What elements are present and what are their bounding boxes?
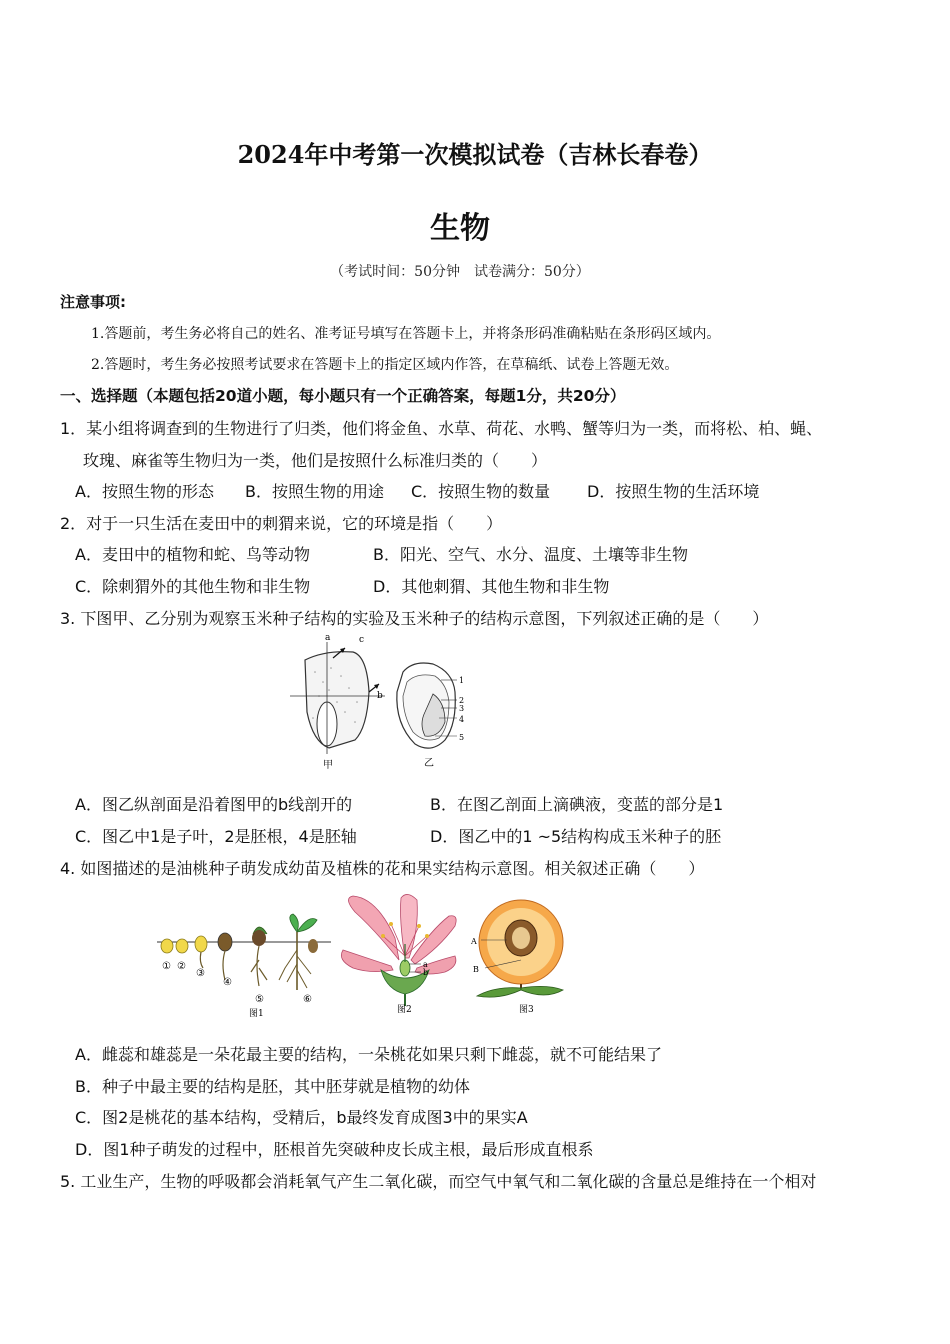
mark-a: a bbox=[325, 633, 331, 643]
germination-fig1 bbox=[157, 914, 331, 1019]
mark-5: 5 bbox=[459, 733, 465, 742]
q2-option-d: D．其他刺猬、其他生物和非生物 bbox=[373, 577, 610, 596]
q1-option-d: D．按照生物的生活环境 bbox=[587, 482, 760, 501]
peach-figure bbox=[155, 890, 575, 1020]
q4-option-a: A．雌蕊和雄蕊是一朵花最主要的结构，一朵桃花如果只剩下雌蕊，就不可能结果了 bbox=[75, 1045, 662, 1064]
q2-option-c: C．除刺猬外的其他生物和非生物 bbox=[75, 577, 311, 596]
corn-seed-yi bbox=[397, 663, 464, 769]
mark-A3: A bbox=[471, 937, 477, 946]
mark-1: 1 bbox=[459, 676, 465, 685]
q4-option-b: B．种子中最主要的结构是胚，其中胚芽就是植物的幼体 bbox=[75, 1077, 470, 1096]
peach-flower-fig2 bbox=[341, 894, 456, 1015]
peach-fruit-fig3 bbox=[470, 900, 563, 1015]
q1-stem-line2: 玫瑰、麻雀等生物归为一类，他们是按照什么标准归类的（ ） bbox=[83, 451, 548, 470]
mark-a2: a bbox=[423, 960, 428, 969]
q4-option-c: C．图2是桃花的基本结构，受精后，b最终发育成图3中的果实A bbox=[75, 1108, 528, 1127]
mark-3: 3 bbox=[459, 704, 465, 713]
corn-seed-figure bbox=[285, 632, 475, 772]
stage-2: ② bbox=[177, 961, 186, 972]
exam-title: 2024年中考第一次模拟试卷（吉林长春卷） bbox=[237, 140, 713, 169]
q3-option-d: D．图乙中的1 ~5结构构成玉米种子的胚 bbox=[430, 827, 722, 846]
q3-option-a: A．图乙纵剖面是沿着图甲的b线剖开的 bbox=[75, 795, 353, 814]
notice-heading: 注意事项: bbox=[60, 293, 126, 311]
q1-option-c: C．按照生物的数量 bbox=[411, 482, 551, 501]
fig3-label: 图3 bbox=[519, 1005, 534, 1015]
q1-option-b: B．按照生物的用途 bbox=[245, 482, 384, 501]
mark-2: 2 bbox=[459, 696, 465, 705]
label-jia: 甲 bbox=[323, 760, 333, 771]
notice-item-2: 2.答题时，考生务必按照考试要求在答题卡上的指定区域内作答，在草稿纸、试卷上答题无效。 bbox=[91, 357, 679, 373]
fig2-label: 图2 bbox=[397, 1005, 412, 1015]
q2-option-a: A．麦田中的植物和蛇、鸟等动物 bbox=[75, 545, 310, 564]
section-heading: 一、选择题（本题包括20道小题，每小题只有一个正确答案，每题1分，共20分） bbox=[60, 387, 626, 405]
q1-option-a: A．按照生物的形态 bbox=[75, 482, 214, 501]
notice-item-1: 1.答题前，考生务必将自己的姓名、准考证号填写在答题卡上，并将条形码准确粘贴在条形码区域内。 bbox=[91, 326, 721, 342]
stage-3: ③ bbox=[196, 968, 205, 979]
stage-1: ① bbox=[162, 961, 171, 972]
q3-stem: 3. 下图甲、乙分别为观察玉米种子结构的实验及玉米种子的结构示意图，下列叙述正确的是（ ） bbox=[60, 609, 769, 628]
fig1-label: 图1 bbox=[249, 1009, 264, 1019]
label-yi: 乙 bbox=[424, 758, 434, 769]
q3-option-b: B．在图乙剖面上滴碘液，变蓝的部分是1 bbox=[430, 795, 724, 814]
mark-b2: b bbox=[423, 968, 429, 977]
subject-title: 生物 bbox=[430, 211, 490, 246]
q5-stem: 5. 工业生产，生物的呼吸都会消耗氧气产生二氧化碳，而空气中氧气和二氧化碳的含量总是维持在一个相对 bbox=[60, 1172, 817, 1191]
q2-option-b: B．阳光、空气、水分、温度、土壤等非生物 bbox=[373, 545, 688, 564]
mark-B3: B bbox=[473, 965, 479, 974]
q4-option-d: D．图1种子萌发的过程中，胚根首先突破种皮长成主根，最后形成直根系 bbox=[75, 1140, 594, 1159]
mark-b: b bbox=[377, 691, 383, 701]
stage-6: ⑥ bbox=[303, 994, 312, 1005]
mark-4: 4 bbox=[459, 715, 465, 724]
mark-c: c bbox=[359, 635, 365, 645]
q3-option-c: C．图乙中1是子叶，2是胚根，4是胚轴 bbox=[75, 827, 357, 846]
q2-stem: 2．对于一只生活在麦田中的刺猬来说，它的环境是指（ ） bbox=[60, 514, 503, 533]
corn-seed-jia bbox=[290, 633, 385, 771]
exam-info: （考试时间：50分钟 试卷满分：50分） bbox=[330, 264, 590, 280]
q4-stem: 4. 如图描述的是油桃种子萌发成幼苗及植株的花和果实结构示意图。相关叙述正确（ ） bbox=[60, 859, 705, 878]
q1-stem-line1: 1．某小组将调查到的生物进行了归类，他们将金鱼、水草、荷花、水鸭、蟹等归为一类，而将松、柏、蝇、 bbox=[60, 419, 823, 438]
stage-5: ⑤ bbox=[255, 994, 264, 1005]
stage-4: ④ bbox=[223, 977, 232, 988]
